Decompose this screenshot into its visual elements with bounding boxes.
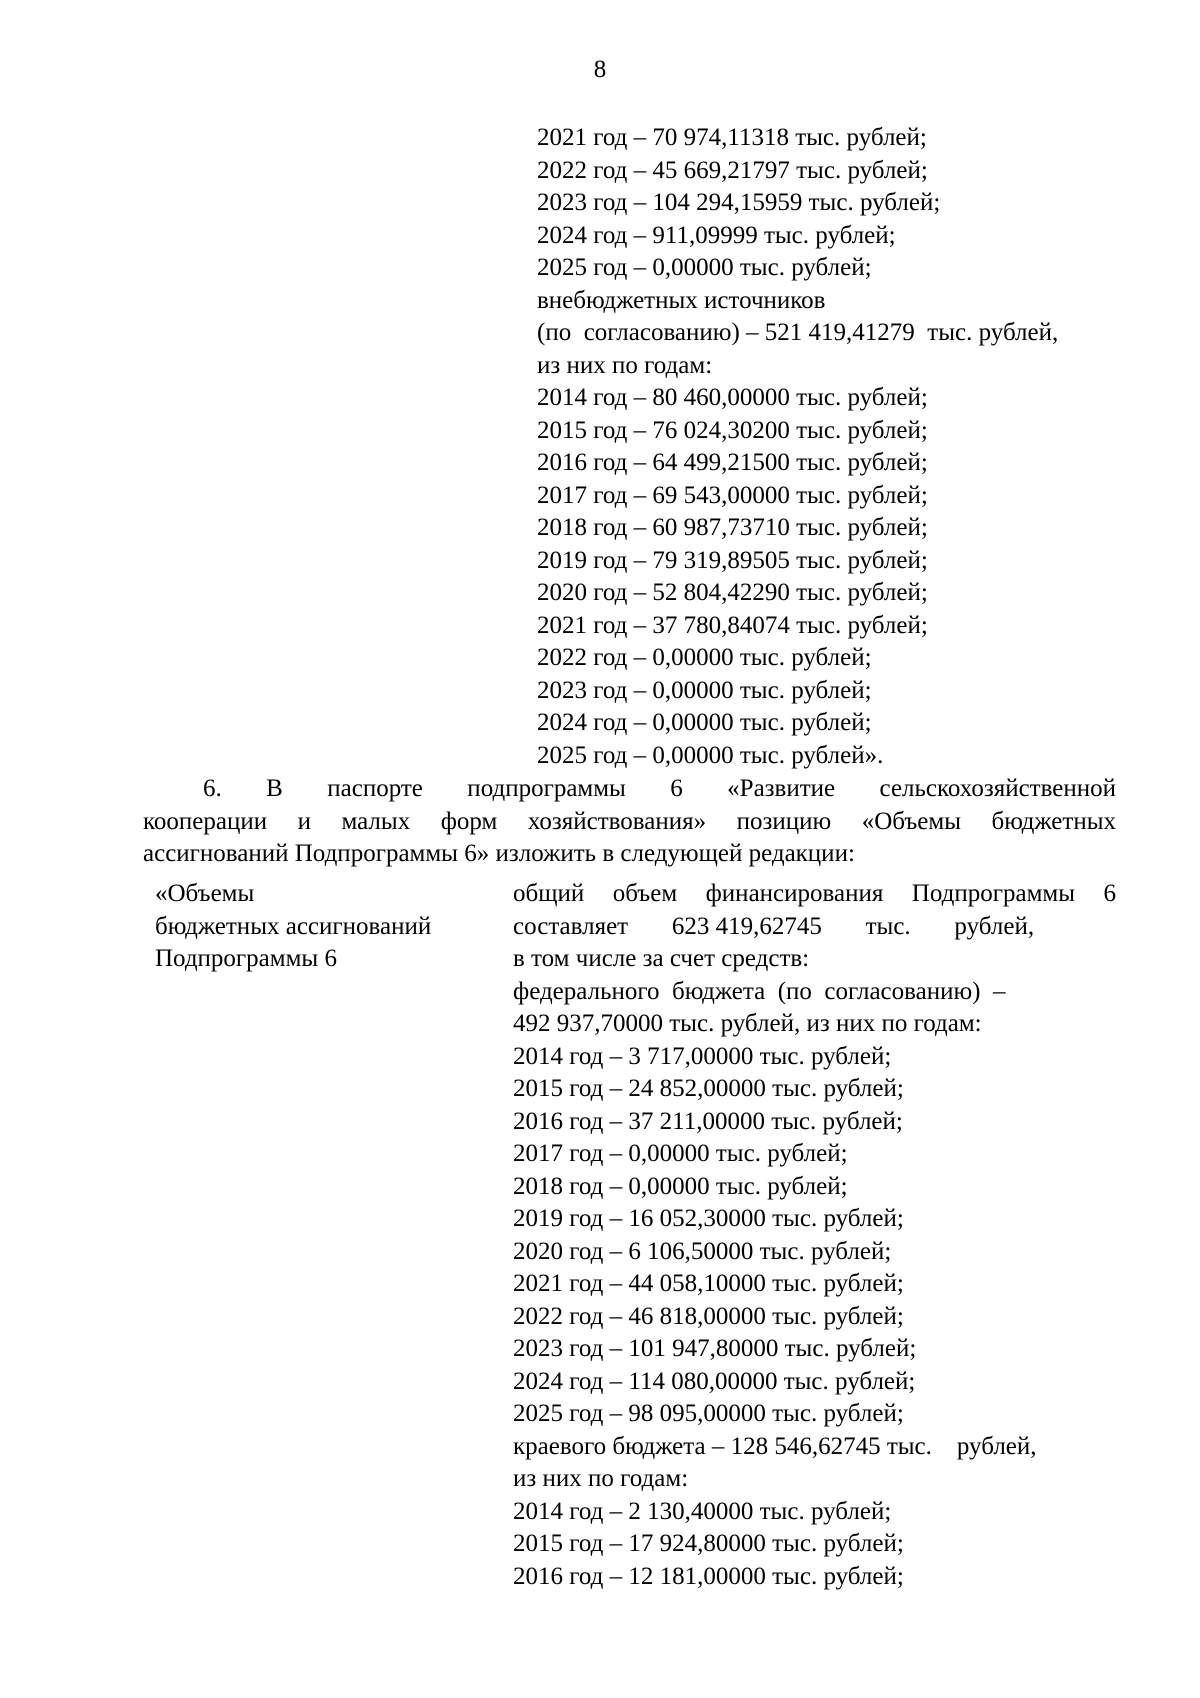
position-value-line: общий объем финансирования Подпрограммы 6 bbox=[513, 880, 1116, 907]
list-item: 2023 год – 0,00000 тыс. рублей; bbox=[537, 676, 872, 704]
list-item: 2021 год – 70 974,11318 тыс. рублей; bbox=[537, 124, 927, 151]
position-value-line: 2015 год – 17 924,80000 тыс. рублей; bbox=[513, 1530, 904, 1557]
position-name-line: бюджетных ассигнований bbox=[155, 912, 432, 940]
position-value-line: 2014 год – 3 717,00000 тыс. рублей; bbox=[513, 1042, 892, 1070]
position-value-line: в том числе за счет средств: bbox=[513, 945, 810, 972]
list-item: 2025 год – 0,00000 тыс. рублей; bbox=[537, 254, 872, 281]
list-item: 2025 год – 0,00000 тыс. рублей». bbox=[537, 741, 884, 769]
list-item: 2016 год – 64 499,21500 тыс. рублей; bbox=[537, 449, 928, 476]
list-item: 2024 год – 911,09999 тыс. рублей; bbox=[537, 221, 896, 249]
list-item: 2023 год – 104 294,15959 тыс. рублей; bbox=[537, 189, 941, 216]
position-value-line: 2019 год – 16 052,30000 тыс. рублей; bbox=[513, 1205, 904, 1232]
list-item: 2021 год – 37 780,84074 тыс. рублей; bbox=[537, 611, 928, 639]
funding-list-continuation bbox=[537, 122, 1137, 772]
list-item: из них по годам: bbox=[537, 351, 713, 379]
position-value-line: 2024 год – 114 080,00000 тыс. рублей; bbox=[513, 1367, 916, 1395]
position-value-line: 2016 год – 37 211,00000 тыс. рублей; bbox=[513, 1107, 903, 1135]
passport-position-value bbox=[513, 878, 1116, 1593]
amendment-paragraph bbox=[143, 773, 1116, 871]
position-name-line: «Объемы bbox=[155, 880, 255, 907]
position-value-line: 2017 год – 0,00000 тыс. рублей; bbox=[513, 1140, 848, 1167]
position-value-line: 2020 год – 6 106,50000 тыс. рублей; bbox=[513, 1237, 892, 1265]
list-item: 2024 год – 0,00000 тыс. рублей; bbox=[537, 709, 872, 736]
list-item: (по согласованию) – 521 419,41279 тыс. рублей, bbox=[537, 319, 1059, 346]
passport-position-name bbox=[155, 878, 495, 976]
position-name-line: Подпрограммы 6 bbox=[155, 945, 337, 972]
list-item: 2020 год – 52 804,42290 тыс. рублей; bbox=[537, 579, 928, 606]
paragraph-line: ассигнований Подпрограммы 6» изложить в следующей редакции: bbox=[143, 840, 855, 867]
position-value-line: 2018 год – 0,00000 тыс. рублей; bbox=[513, 1172, 848, 1200]
paragraph-line: 6. В паспорте подпрограммы 6 «Развитие сельскохозяйственной bbox=[203, 775, 1116, 802]
paragraph-line: кооперации и малых форм хозяйствования» позицию «Объемы бюджетных bbox=[143, 807, 1116, 835]
position-value-line: 2023 год – 101 947,80000 тыс. рублей; bbox=[513, 1335, 917, 1362]
list-item: 2022 год – 45 669,21797 тыс. рублей; bbox=[537, 156, 928, 184]
position-value-line: 2014 год – 2 130,40000 тыс. рублей; bbox=[513, 1497, 892, 1525]
list-item: 2014 год – 80 460,00000 тыс. рублей; bbox=[537, 384, 928, 411]
position-value-line: 2021 год – 44 058,10000 тыс. рублей; bbox=[513, 1270, 904, 1297]
position-value-line: 2015 год – 24 852,00000 тыс. рублей; bbox=[513, 1075, 904, 1102]
position-value-line: 492 937,70000 тыс. рублей, из них по годам: bbox=[513, 1010, 982, 1037]
position-value-line: составляет 623 419,62745 тыс. рублей, bbox=[513, 912, 1035, 940]
position-value-line: 2022 год – 46 818,00000 тыс. рублей; bbox=[513, 1302, 904, 1330]
position-value-line: федерального бюджета (по согласованию) – bbox=[513, 977, 1006, 1005]
list-item: 2015 год – 76 024,30200 тыс. рублей; bbox=[537, 416, 928, 444]
list-item: 2022 год – 0,00000 тыс. рублей; bbox=[537, 644, 872, 671]
position-value-line: 2016 год – 12 181,00000 тыс. рублей; bbox=[513, 1562, 904, 1590]
list-item: 2017 год – 69 543,00000 тыс. рублей; bbox=[537, 481, 928, 509]
list-item: 2018 год – 60 987,73710 тыс. рублей; bbox=[537, 514, 928, 541]
list-item: внебюджетных источников bbox=[537, 286, 826, 314]
position-value-line: 2025 год – 98 095,00000 тыс. рублей; bbox=[513, 1400, 904, 1427]
page-number: 8 bbox=[593, 56, 607, 83]
position-value-line: краевого бюджета – 128 546,62745 тыс. рублей, bbox=[513, 1432, 1037, 1460]
position-value-line: из них по годам: bbox=[513, 1465, 689, 1492]
list-item: 2019 год – 79 319,89505 тыс. рублей; bbox=[537, 546, 928, 574]
